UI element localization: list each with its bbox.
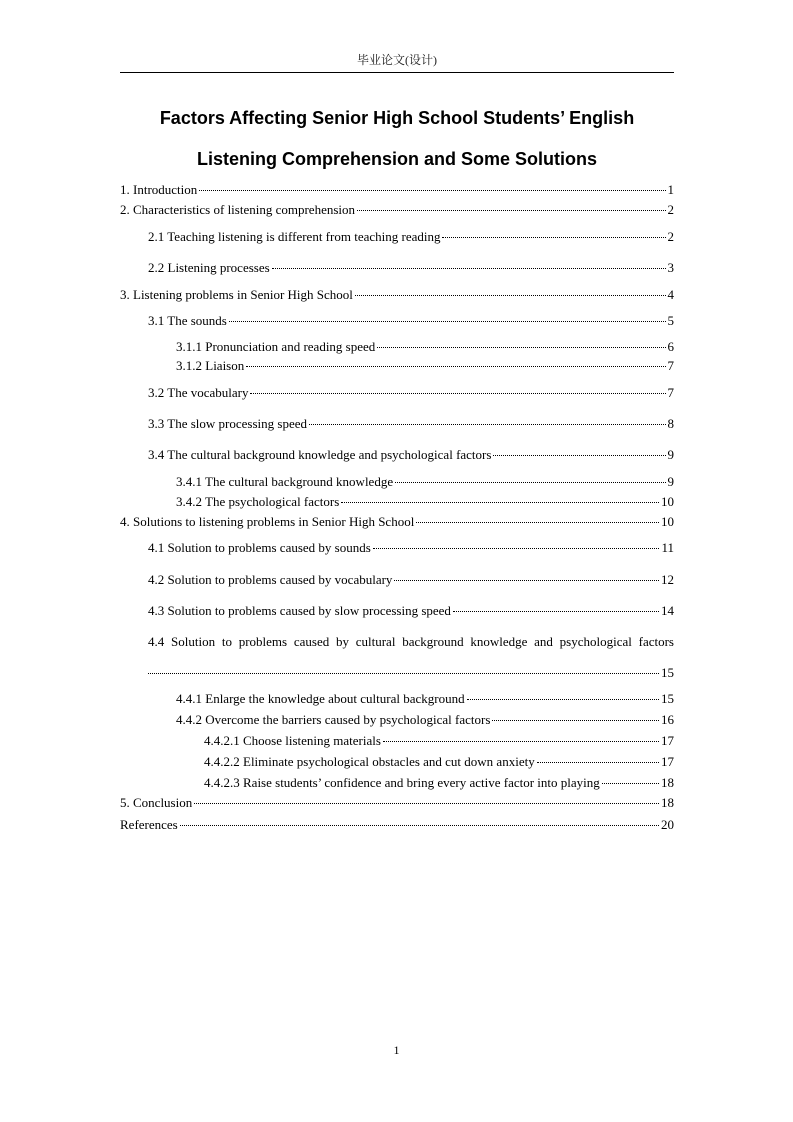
toc-entry-label: 4.1 Solution to problems caused by sounds (148, 540, 371, 555)
toc-entry-page: 15 (661, 691, 674, 706)
toc-entry-page: 14 (661, 603, 674, 618)
dot-leader (180, 825, 659, 826)
dot-leader (442, 237, 665, 238)
toc-entry-4-4-1[interactable] (176, 690, 674, 708)
dot-leader (467, 699, 659, 700)
toc-entry-3-4[interactable] (148, 446, 674, 464)
toc-entry-page: 15 (661, 665, 674, 680)
toc-entry-page: 18 (661, 795, 674, 810)
toc-entry-3-4-1[interactable] (176, 473, 674, 491)
toc-entry-page: 11 (661, 540, 674, 555)
toc-entry-label: 2.2 Listening processes (148, 260, 270, 275)
toc-entry-references[interactable] (120, 816, 674, 834)
page-number: 1 (393, 1043, 400, 1057)
dot-leader (250, 393, 665, 394)
toc-entry-page: 6 (667, 339, 674, 354)
header-rule (120, 72, 674, 73)
toc-entry-introduction[interactable] (120, 181, 674, 199)
toc-entry-characteristics[interactable] (120, 201, 674, 219)
toc-entry-label: 4. Solutions to listening problems in Senior High School (120, 514, 415, 529)
toc-entry-4-4-2-3[interactable] (204, 774, 674, 792)
toc-entry-4-3[interactable] (148, 602, 674, 620)
toc-entry-label: 2.1 Teaching listening is different from teaching reading (148, 229, 441, 244)
toc-entry-label: 2. Characteristics of listening comprehension (120, 202, 356, 217)
toc-entry-3-2[interactable] (148, 384, 674, 402)
toc-entry-4-4-2-2[interactable] (204, 753, 674, 771)
toc-entry-label: 3.4.2 The psychological factors (176, 494, 340, 509)
document-title-line-2: Listening Comprehension and Some Solutions (196, 149, 598, 169)
dot-leader (493, 455, 665, 456)
dot-leader (341, 502, 659, 503)
dot-leader (394, 580, 659, 581)
toc-entry-label: 4.4.2.1 Choose listening materials (204, 733, 381, 748)
toc-entry-page: 2 (667, 229, 674, 244)
dot-leader (246, 366, 665, 367)
toc-entry-label: References (120, 817, 178, 832)
toc-entry-label: 3.1.1 Pronunciation and reading speed (176, 339, 376, 354)
dot-leader (416, 522, 659, 523)
toc-entry-label: 3.1.2 Liaison (176, 358, 245, 373)
toc-entry-page: 1 (667, 182, 674, 197)
toc-entry-2-2[interactable] (148, 259, 674, 277)
page-header: 毕业论文(设计) (357, 53, 437, 67)
toc-entry-label: 4.4.2.3 Raise students’ confidence and bring every active factor into playing (204, 775, 600, 790)
toc-entry-page: 7 (667, 358, 674, 373)
toc-entry-page: 16 (661, 712, 674, 727)
toc-entry-label: 3.3 The slow processing speed (148, 416, 307, 431)
toc-entry-page: 4 (667, 287, 674, 302)
dot-leader (377, 347, 665, 348)
toc-entry-page: 12 (661, 572, 674, 587)
toc-entry-page: 9 (667, 474, 674, 489)
dot-leader (199, 190, 665, 191)
toc-entry-page: 18 (661, 775, 674, 790)
toc-entry-label: 4.2 Solution to problems caused by vocabulary (148, 572, 393, 587)
toc-entry-3-1-2[interactable] (176, 357, 674, 375)
toc-entry-4-4-2-1[interactable] (204, 732, 674, 750)
dot-leader (355, 295, 666, 296)
dot-leader (395, 482, 665, 483)
toc-entry-listening-problems[interactable] (120, 286, 674, 304)
toc-entry-label: 3.4.1 The cultural background knowledge (176, 474, 394, 489)
toc-entry-3-4-2[interactable] (176, 493, 674, 511)
dot-leader (272, 268, 666, 269)
toc-entry-page: 10 (661, 514, 674, 529)
toc-entry-label: 5. Conclusion (120, 795, 193, 810)
toc-entry-page: 9 (667, 447, 674, 462)
toc-entry-3-1[interactable] (148, 312, 674, 330)
toc-entry-label: 3.1 The sounds (148, 313, 227, 328)
dot-leader (383, 741, 659, 742)
toc-entry-label: 3.2 The vocabulary (148, 385, 249, 400)
toc-entry-label: 1. Introduction (120, 182, 198, 197)
dot-leader (194, 803, 659, 804)
toc-entry-label: 4.4.2.2 Eliminate psychological obstacles and cut down anxiety (204, 754, 535, 769)
dot-leader (492, 720, 659, 721)
toc-entry-page: 20 (661, 817, 674, 832)
toc-entry-4-2[interactable] (148, 571, 674, 589)
toc-entry-page: 10 (661, 494, 674, 509)
document-title-line-1: Factors Affecting Senior High School Students’ English (159, 108, 635, 128)
toc-entry-conclusion[interactable] (120, 794, 674, 812)
toc-entry-label: 4.4 Solution to problems caused by cultural background knowledge and psychological factors (148, 634, 674, 649)
dot-leader (229, 321, 666, 322)
toc-entry-continuation (148, 664, 674, 682)
toc-entry-label: 3. Listening problems in Senior High School (120, 287, 353, 302)
toc-entry-label: 4.4.1 Enlarge the knowledge about cultural background (176, 691, 465, 706)
toc-entry-label: 3.4 The cultural background knowledge and psychological factors (148, 447, 492, 462)
dot-leader (148, 673, 659, 674)
toc-entry-label: 4.4.2 Overcome the barriers caused by psychological factors (176, 712, 491, 727)
toc-entry-page: 8 (667, 416, 674, 431)
toc-entry-2-1[interactable] (148, 228, 674, 246)
toc-entry-solutions[interactable] (120, 513, 674, 531)
toc-entry-3-1-1[interactable] (176, 338, 674, 356)
toc-entry-page: 17 (661, 754, 674, 769)
toc-entry-page: 7 (667, 385, 674, 400)
dot-leader (602, 783, 659, 784)
toc-entry-page: 17 (661, 733, 674, 748)
toc-entry-page: 2 (667, 202, 674, 217)
dot-leader (537, 762, 659, 763)
toc-entry-4-4-2[interactable] (176, 711, 674, 729)
dot-leader (373, 548, 660, 549)
toc-entry-label: 4.3 Solution to problems caused by slow processing speed (148, 603, 451, 618)
toc-entry-4-1[interactable] (148, 539, 674, 557)
toc-entry-page: 5 (667, 313, 674, 328)
toc-entry-page: 3 (667, 260, 674, 275)
dot-leader (309, 424, 666, 425)
dot-leader (357, 210, 665, 211)
toc-entry-3-3[interactable] (148, 415, 674, 433)
dot-leader (453, 611, 659, 612)
